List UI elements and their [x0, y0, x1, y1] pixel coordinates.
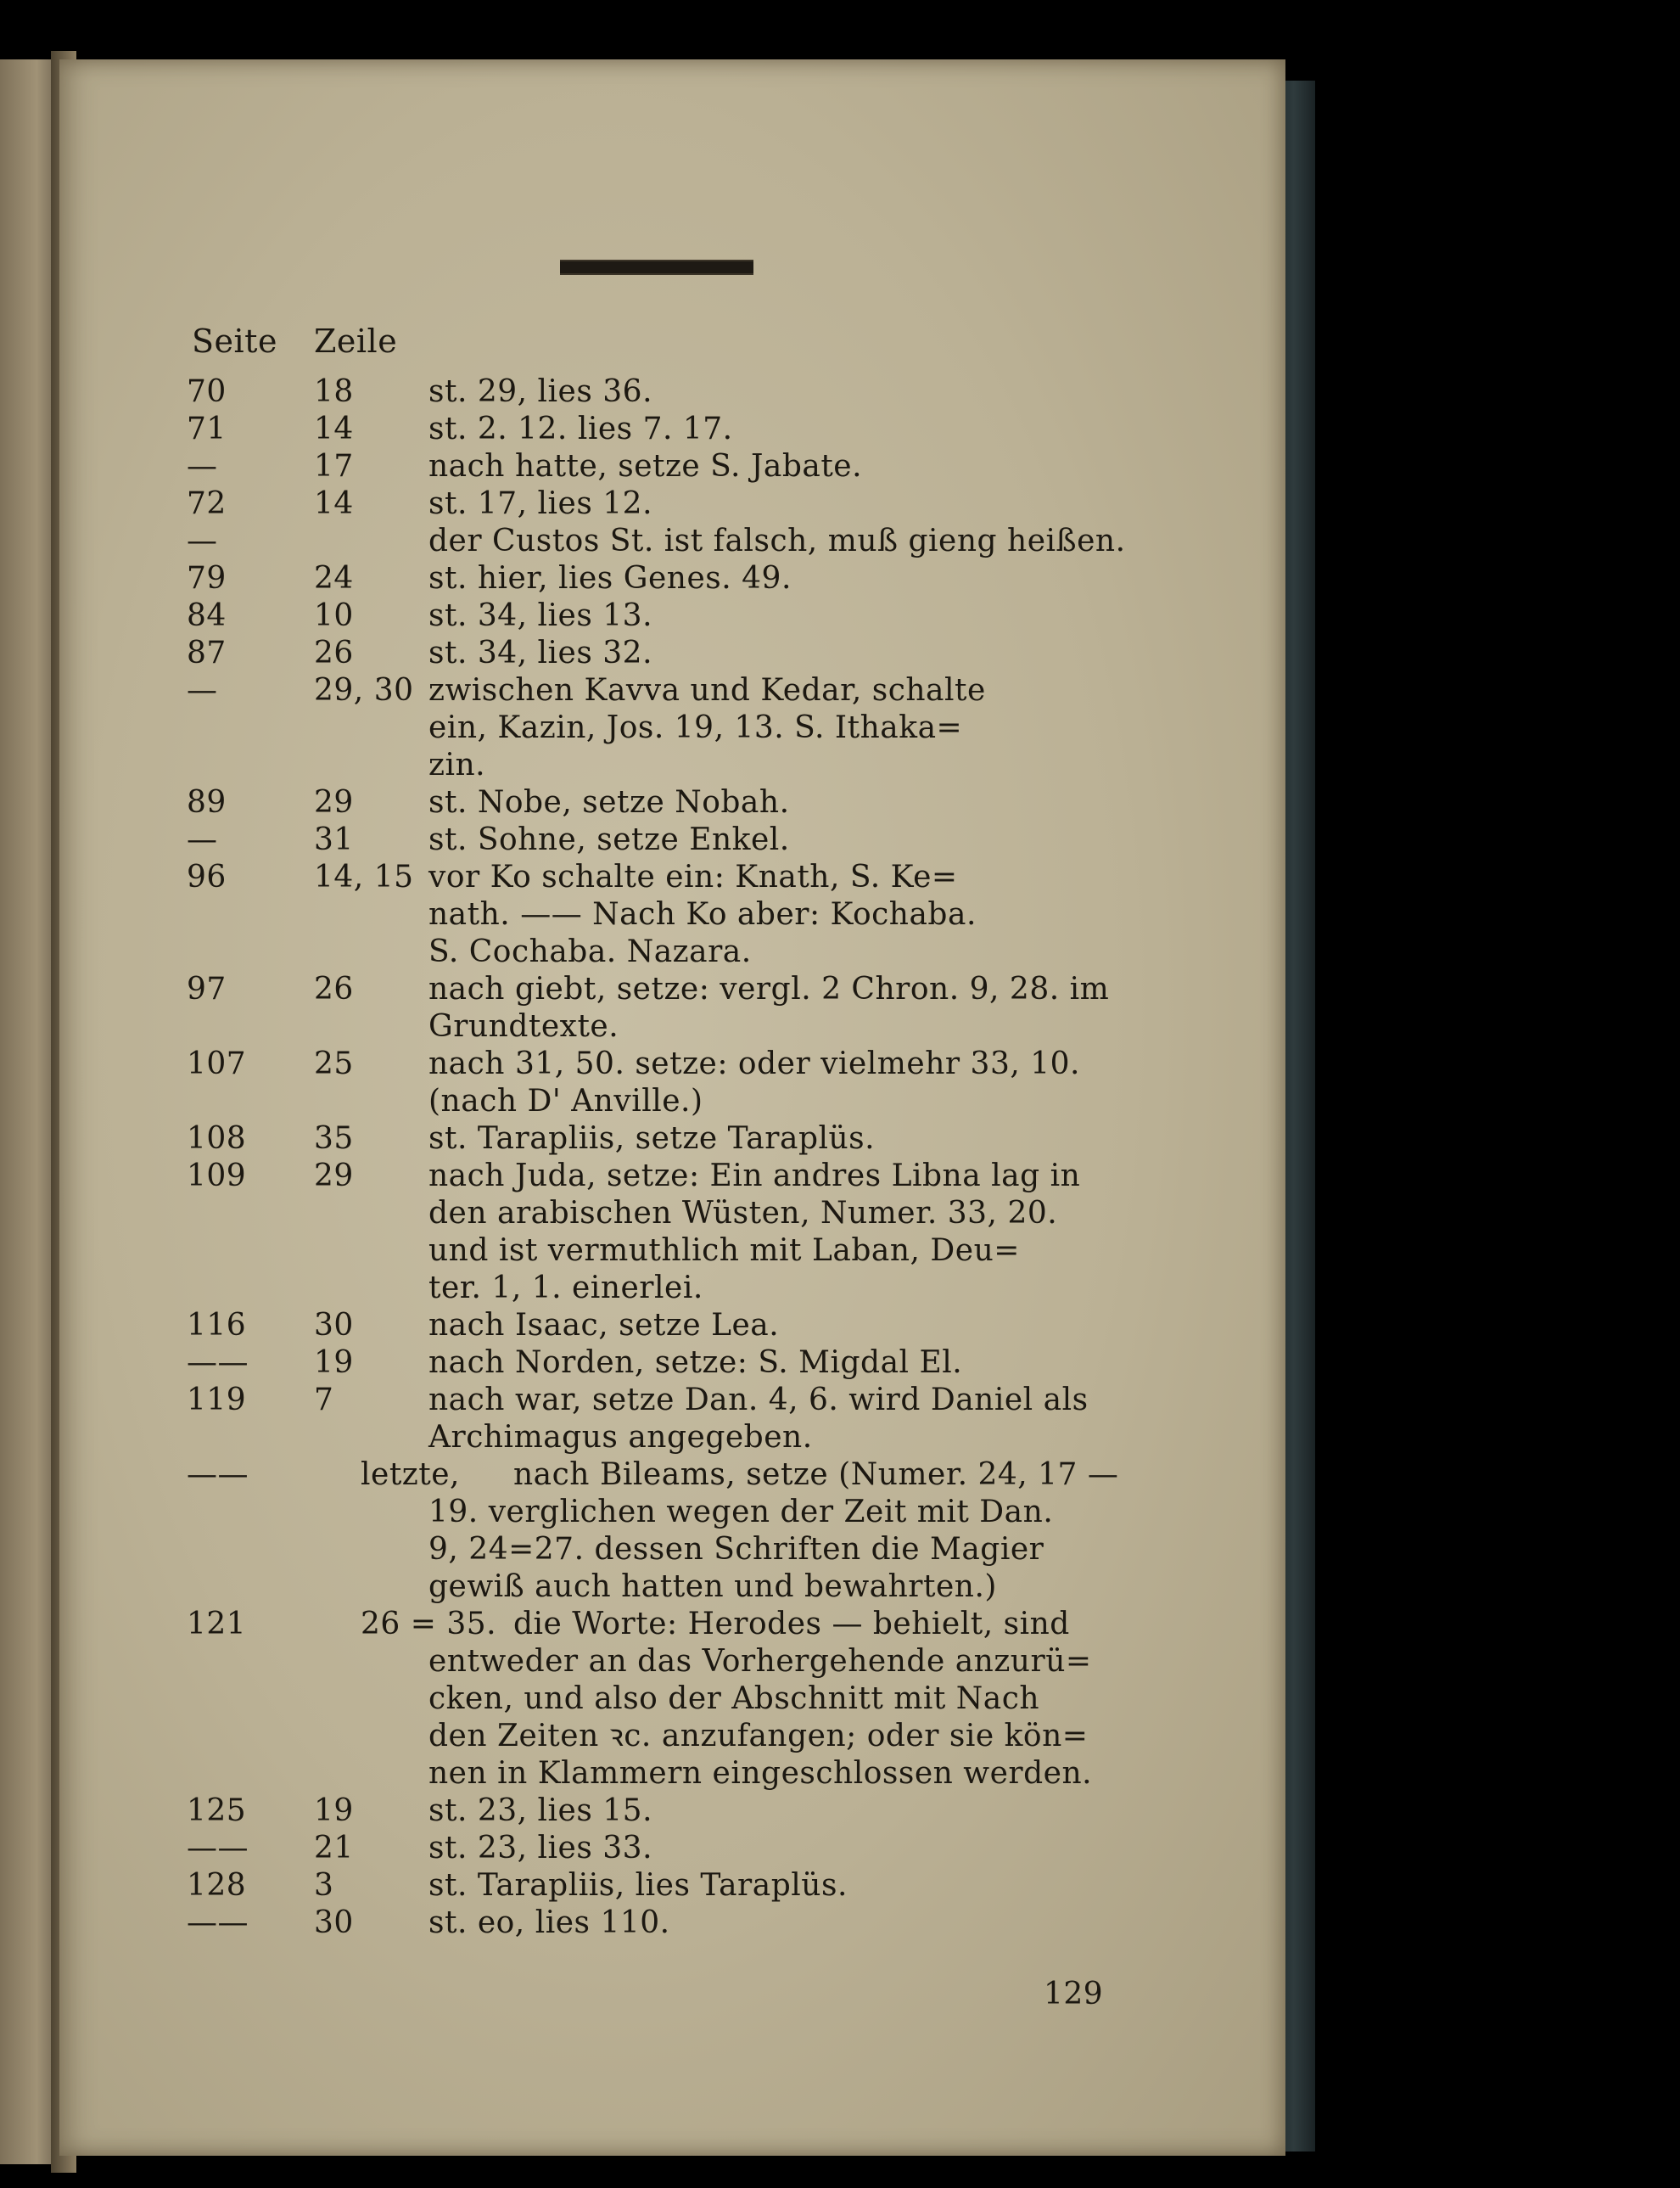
errata-correction-text: st. Tarapliis, lies Taraplüs.	[428, 1868, 848, 1903]
errata-page-cell: ——	[187, 1831, 249, 1865]
errata-correction-text: Grundtexte.	[428, 1009, 619, 1044]
errata-line-cell: 14, 15	[314, 860, 414, 895]
errata-correction-text: nach 31, 50. setze: oder vielmehr 33, 10.	[428, 1046, 1080, 1081]
errata-correction-text: die Worte: Herodes — behielt, sind	[513, 1607, 1070, 1641]
errata-correction-text: nach Juda, setze: Ein andres Libna lag in	[428, 1159, 1081, 1193]
errata-line-cell: 19	[314, 1345, 354, 1380]
errata-correction-text: ein, Kazin, Jos. 19, 13. S. Ithaka=	[428, 710, 963, 745]
errata-page-cell: 119	[187, 1383, 247, 1417]
errata-line-cell: 14	[314, 412, 354, 446]
errata-correction-text: st. 17, lies 12.	[428, 486, 653, 521]
errata-page-cell: 87	[187, 636, 227, 670]
errata-correction-text: (nach D' Anville.)	[428, 1084, 703, 1119]
errata-page-cell: 70	[187, 374, 227, 409]
errata-correction-text: S. Cochaba. Nazara.	[428, 934, 752, 969]
errata-correction-text: st. Nobe, setze Nobah.	[428, 785, 790, 820]
errata-page-cell: —	[187, 822, 218, 857]
errata-correction-text: nach Isaac, setze Lea.	[428, 1308, 780, 1343]
errata-page-cell: 89	[187, 785, 227, 820]
errata-page-cell: —	[187, 524, 218, 558]
errata-page-cell: 72	[187, 486, 227, 521]
errata-page-cell: 125	[187, 1793, 247, 1828]
errata-line-cell: 29, 30	[314, 673, 414, 708]
errata-line-cell: 21	[314, 1831, 354, 1865]
errata-line-cell: 18	[314, 374, 354, 409]
page-number: 129	[1044, 1977, 1104, 2011]
errata-correction-text: nach Norden, setze: S. Migdal El.	[428, 1345, 963, 1380]
errata-page-cell: 121	[187, 1607, 247, 1641]
errata-correction-text: der Custos St. ist falsch, muß gieng heißen.	[428, 524, 1126, 558]
errata-correction-text: den Zeiten ꝛc. anzufangen; oder sie kön=	[428, 1719, 1089, 1753]
errata-line-cell: 30	[314, 1905, 354, 1940]
errata-page-cell: 109	[187, 1159, 247, 1193]
errata-correction-text: nach giebt, setze: vergl. 2 Chron. 9, 28. im	[428, 972, 1110, 1007]
errata-line-cell: 19	[314, 1793, 354, 1828]
errata-page-cell: 96	[187, 860, 227, 895]
errata-page-cell: 108	[187, 1121, 247, 1156]
errata-correction-text: st. 2. 12. lies 7. 17.	[428, 412, 733, 446]
errata-line-cell: 26	[314, 972, 354, 1007]
errata-line-cell: 14	[314, 486, 354, 521]
errata-correction-text: den arabischen Wüsten, Numer. 33, 20.	[428, 1196, 1058, 1231]
errata-line-cell: 7	[314, 1383, 334, 1417]
errata-line-cell: 24	[314, 561, 354, 596]
errata-correction-text: nen in Klammern eingeschlossen werden.	[428, 1756, 1093, 1791]
errata-correction-text: gewiß auch hatten und bewahrten.)	[428, 1569, 997, 1604]
errata-line-cell: 35	[314, 1121, 354, 1156]
errata-page-cell: 107	[187, 1046, 247, 1081]
book-page	[59, 59, 1285, 2156]
errata-correction-text: nath. —— Nach Ko aber: Kochaba.	[428, 897, 977, 932]
errata-correction-text: st. eo, lies 110.	[428, 1905, 670, 1940]
errata-correction-text: nach hatte, setze S. Jabate.	[428, 449, 863, 484]
errata-correction-text: nach war, setze Dan. 4, 6. wird Daniel als	[428, 1383, 1089, 1417]
errata-page-cell: ——	[187, 1905, 249, 1940]
errata-line-cell: 17	[314, 449, 354, 484]
errata-correction-text: entweder an das Vorhergehende anzurü=	[428, 1644, 1092, 1679]
errata-correction-text: 19. verglichen wegen der Zeit mit Dan.	[428, 1495, 1054, 1529]
errata-page-cell: 97	[187, 972, 227, 1007]
errata-correction-text: nach Bileams, setze (Numer. 24, 17 —	[513, 1457, 1119, 1492]
errata-line-cell: 25	[314, 1046, 354, 1081]
header-zeile: Zeile	[314, 323, 398, 360]
errata-page-cell: 128	[187, 1868, 247, 1903]
errata-correction-text: 9, 24=27. dessen Schriften die Magier	[428, 1532, 1044, 1567]
errata-line-cell: letzte,	[361, 1457, 460, 1492]
errata-line-cell: 31	[314, 822, 354, 857]
errata-line-cell: 29	[314, 785, 354, 820]
errata-page-cell: —	[187, 449, 218, 484]
errata-correction-text: st. 23, lies 15.	[428, 1793, 653, 1828]
errata-correction-text: vor Ko schalte ein: Knath, S. Ke=	[428, 860, 958, 895]
errata-line-cell: 30	[314, 1308, 354, 1343]
errata-line-cell: 3	[314, 1868, 334, 1903]
errata-page-cell: ——	[187, 1345, 249, 1380]
errata-correction-text: st. 34, lies 32.	[428, 636, 653, 670]
errata-correction-text: zin.	[428, 748, 486, 783]
errata-line-cell: 26	[314, 636, 354, 670]
errata-correction-text: st. 29, lies 36.	[428, 374, 653, 409]
errata-line-cell: 29	[314, 1159, 354, 1193]
errata-correction-text: st. hier, lies Genes. 49.	[428, 561, 792, 596]
errata-line-cell: 10	[314, 598, 354, 633]
errata-line-cell: 26 = 35.	[361, 1607, 497, 1641]
errata-page-cell: 71	[187, 412, 227, 446]
errata-page-cell: 79	[187, 561, 227, 596]
errata-page-cell: —	[187, 673, 218, 708]
errata-correction-text: st. Sohne, setze Enkel.	[428, 822, 790, 857]
errata-page-cell: 116	[187, 1308, 247, 1343]
errata-correction-text: st. 34, lies 13.	[428, 598, 653, 633]
errata-page-cell: 84	[187, 598, 227, 633]
errata-correction-text: Archimagus angegeben.	[428, 1420, 813, 1455]
errata-correction-text: st. Tarapliis, setze Taraplüs.	[428, 1121, 876, 1156]
ornamental-rule	[560, 260, 753, 275]
errata-correction-text: und ist vermuthlich mit Laban, Deu=	[428, 1233, 1020, 1268]
errata-correction-text: cken, und also der Abschnitt mit Nach	[428, 1681, 1040, 1716]
errata-correction-text: zwischen Kavva und Kedar, schalte	[428, 673, 986, 708]
errata-page-cell: ——	[187, 1457, 249, 1492]
header-seite: Seite	[192, 323, 277, 360]
errata-correction-text: ter. 1, 1. einerlei.	[428, 1271, 703, 1305]
errata-correction-text: st. 23, lies 33.	[428, 1831, 653, 1865]
